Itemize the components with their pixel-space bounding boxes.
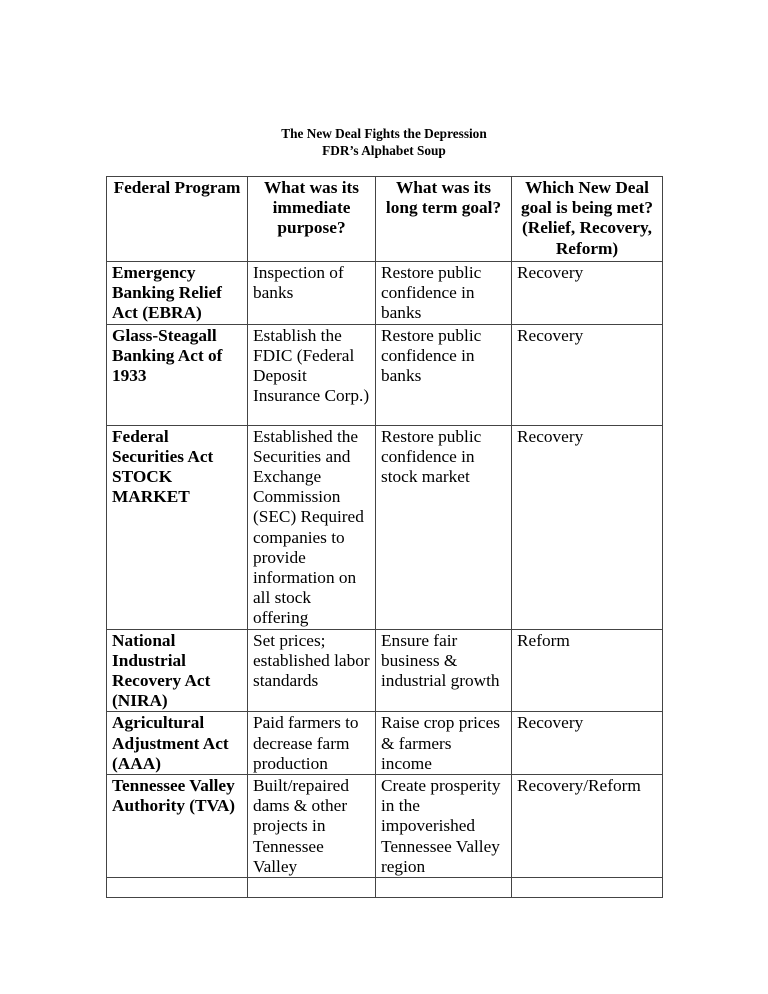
- new-deal-goal-cell: Recovery: [512, 425, 663, 629]
- table-row: [107, 324, 663, 425]
- new-deal-goal-cell: [512, 878, 663, 898]
- goal-cell: Create prosperity in the impoverished Tennessee Valley region: [376, 775, 512, 878]
- purpose-cell: Set prices; established labor standards: [248, 629, 376, 712]
- header-federal-program: Federal Program: [107, 177, 248, 262]
- table-row: [107, 629, 663, 712]
- new-deal-goal-cell: Recovery: [512, 324, 663, 425]
- table-row: [107, 425, 663, 629]
- program-cell: Glass-Steagall Banking Act of 1933: [107, 324, 248, 425]
- empty-table-row: [107, 878, 663, 898]
- purpose-cell: Paid farmers to decrease farm production: [248, 712, 376, 775]
- new-deal-goal-cell: Recovery: [512, 712, 663, 775]
- program-cell: National Industrial Recovery Act (NIRA): [107, 629, 248, 712]
- new-deal-goal-cell: Recovery: [512, 262, 663, 325]
- header-new-deal-goal: Which New Deal goal is being met? (Relief, Recovery, Reform): [512, 177, 663, 262]
- purpose-cell: Establish the FDIC (Federal Deposit Insurance Corp.): [248, 324, 376, 425]
- goal-cell: Raise crop prices & farmers income: [376, 712, 512, 775]
- table-header-row: [107, 177, 663, 262]
- title-line-2: FDR’s Alphabet Soup: [322, 143, 446, 158]
- program-cell: [107, 878, 248, 898]
- table-row: [107, 712, 663, 775]
- purpose-cell: Established the Securities and Exchange Commission (SEC) Required companies to provide information on all stock offering: [248, 425, 376, 629]
- new-deal-programs-table: [106, 176, 663, 898]
- program-cell: Agricultural Adjustment Act (AAA): [107, 712, 248, 775]
- program-cell: Federal Securities Act STOCK MARKET: [107, 425, 248, 629]
- purpose-cell: Inspection of banks: [248, 262, 376, 325]
- document-title: [0, 125, 768, 159]
- header-immediate-purpose: What was its immediate purpose?: [248, 177, 376, 262]
- purpose-cell: [248, 878, 376, 898]
- program-cell: Emergency Banking Relief Act (EBRA): [107, 262, 248, 325]
- goal-cell: Ensure fair business & industrial growth: [376, 629, 512, 712]
- purpose-cell: Built/repaired dams & other projects in Tennessee Valley: [248, 775, 376, 878]
- goal-cell: Restore public confidence in banks: [376, 262, 512, 325]
- program-cell: Tennessee Valley Authority (TVA): [107, 775, 248, 878]
- goal-cell: [376, 878, 512, 898]
- goal-cell: Restore public confidence in stock market: [376, 425, 512, 629]
- new-deal-goal-cell: Recovery/Reform: [512, 775, 663, 878]
- table-row: [107, 262, 663, 325]
- table-row: [107, 775, 663, 878]
- header-long-term-goal: What was its long term goal?: [376, 177, 512, 262]
- new-deal-goal-cell: Reform: [512, 629, 663, 712]
- title-line-1: The New Deal Fights the Depression: [281, 126, 487, 141]
- goal-cell: Restore public confidence in banks: [376, 324, 512, 425]
